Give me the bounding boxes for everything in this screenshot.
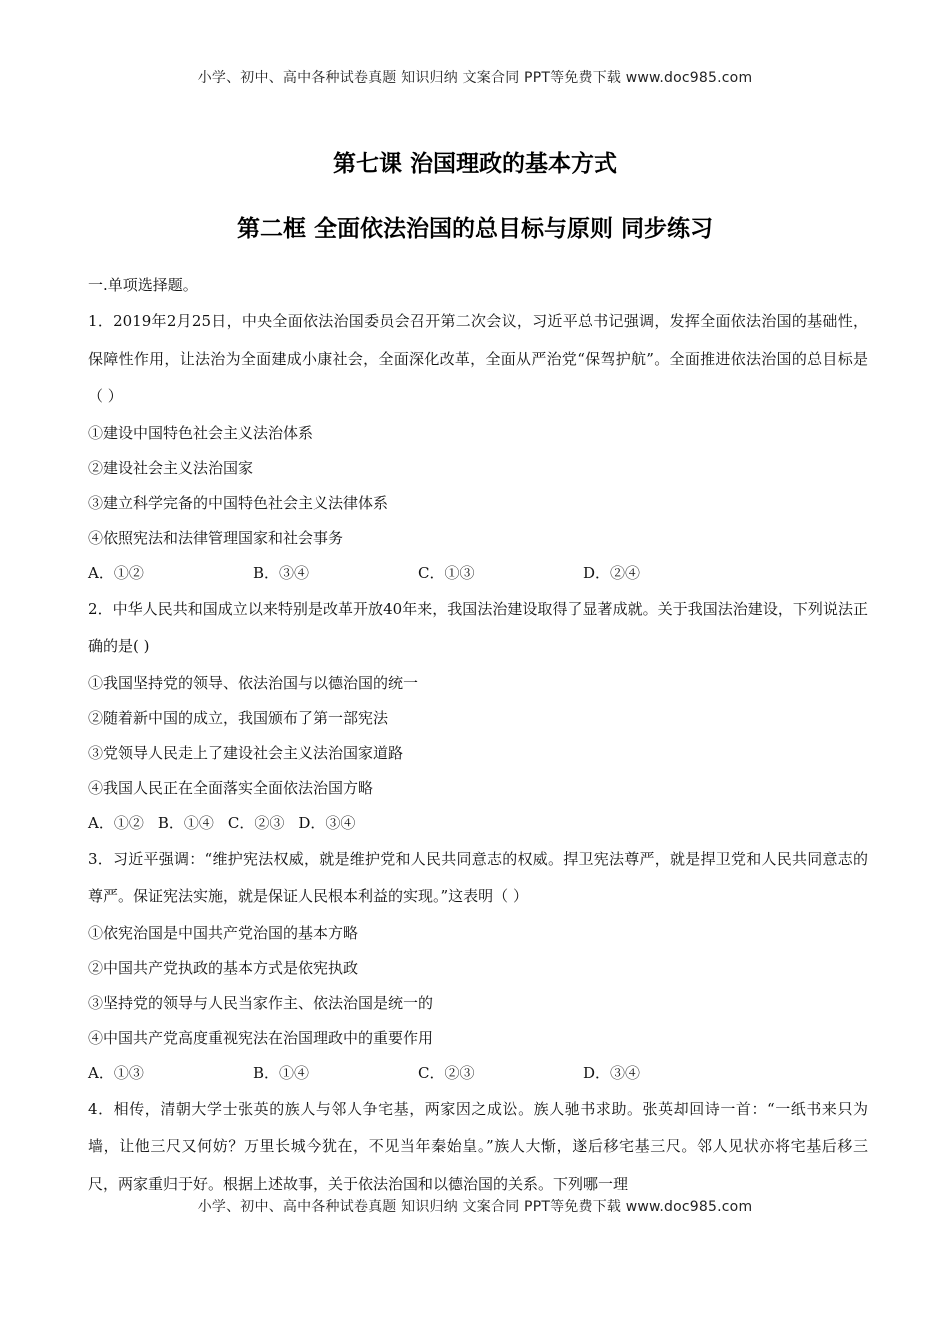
option-d: D．③④ [298,813,356,832]
question-2-item: ③党领导人民走上了建设社会主义法治国家道路 [88,743,404,762]
question-2-options [88,806,868,841]
question-1-stem: 1．2019年2月25日，中央全面依法治国委员会召开第二次会议，习近平总书记强调，发挥全面依法治国的基础性，保障性作用，让法治为全面建成小康社会，全面深化改革，全面从严治党“保驾护航”。全面推进依法治国的总目标是（ ） [88,312,868,405]
question-2-item: ②随着新中国的成立，我国颁布了第一部宪法 [88,708,389,727]
option-c: C．②③ [418,1063,475,1082]
question-3-stem: 3．习近平强调：“维护宪法权威，就是维护党和人民共同意志的权威。捍卫宪法尊严，就是捍卫党和人民共同意志的尊严。保证宪法实施，就是保证人民根本利益的实现。”这表明（ ） [88,849,868,905]
option-a: A．①② [88,563,144,582]
option-d: D．③④ [583,1063,641,1082]
option-a: A．①② [88,813,144,832]
question-1-item: ③建立科学完备的中国特色社会主义法律体系 [88,493,389,512]
question-1-item: ④依照宪法和法律管理国家和社会事务 [88,528,344,547]
document-body [88,268,868,1203]
option-c: C．①③ [418,563,475,582]
question-1-options [88,556,868,591]
question-1-item: ①建设中国特色社会主义法治体系 [88,423,314,442]
question-4-stem: 4．相传，清朝大学士张英的族人与邻人争宅基，两家因之成讼。族人驰书求助。张英却回诗一首：“一纸书来只为墙，让他三尺又何妨？万里长城今犹在，不见当年秦始皇。”族人大惭，遂后移宅基三尺。邻人见状亦将宅基后移三尺，两家重归于好。根据上述故事，关于依法治国和以德治国的关系。下列哪一理 [88,1099,868,1193]
question-3-item: ③坚持党的领导与人民当家作主、依法治国是统一的 [88,993,434,1012]
question-2-stem: 2．中华人民共和国成立以来特别是改革开放40年来，我国法治建设取得了显著成就。关于我国法治建设，下列说法正确的是( ) [88,599,868,655]
option-c: C．②③ [227,813,285,832]
option-d: D．②④ [583,563,641,582]
question-3-item: ④中国共产党高度重视宪法在治国理政中的重要作用 [88,1028,434,1047]
page-title: 第七课 治国理政的基本方式 [332,151,617,177]
question-3-item: ①依宪治国是中国共产党治国的基本方略 [88,923,359,942]
question-2-item: ④我国人民正在全面落实全面依法治国方略 [88,778,374,797]
question-3-item: ②中国共产党执政的基本方式是依宪执政 [88,958,359,977]
question-3-options [88,1056,868,1091]
option-a: A．①③ [88,1063,144,1082]
question-1-item: ②建设社会主义法治国家 [88,458,254,477]
section-heading: 一.单项选择题。 [88,276,198,294]
option-b: B．①④ [157,813,214,832]
option-b: B．①④ [253,1063,310,1082]
option-b: B．③④ [253,563,310,582]
page-header: 小学、初中、高中各种试卷真题 知识归纳 文案合同 PPT等免费下载 www.doc985.com [197,70,753,86]
page-footer: 小学、初中、高中各种试卷真题 知识归纳 文案合同 PPT等免费下载 www.doc985.com [197,1199,753,1215]
question-2-item: ①我国坚持党的领导、依法治国与以德治国的统一 [88,673,419,692]
page-subtitle: 第二框 全面依法治国的总目标与原则 同步练习 [236,216,713,242]
